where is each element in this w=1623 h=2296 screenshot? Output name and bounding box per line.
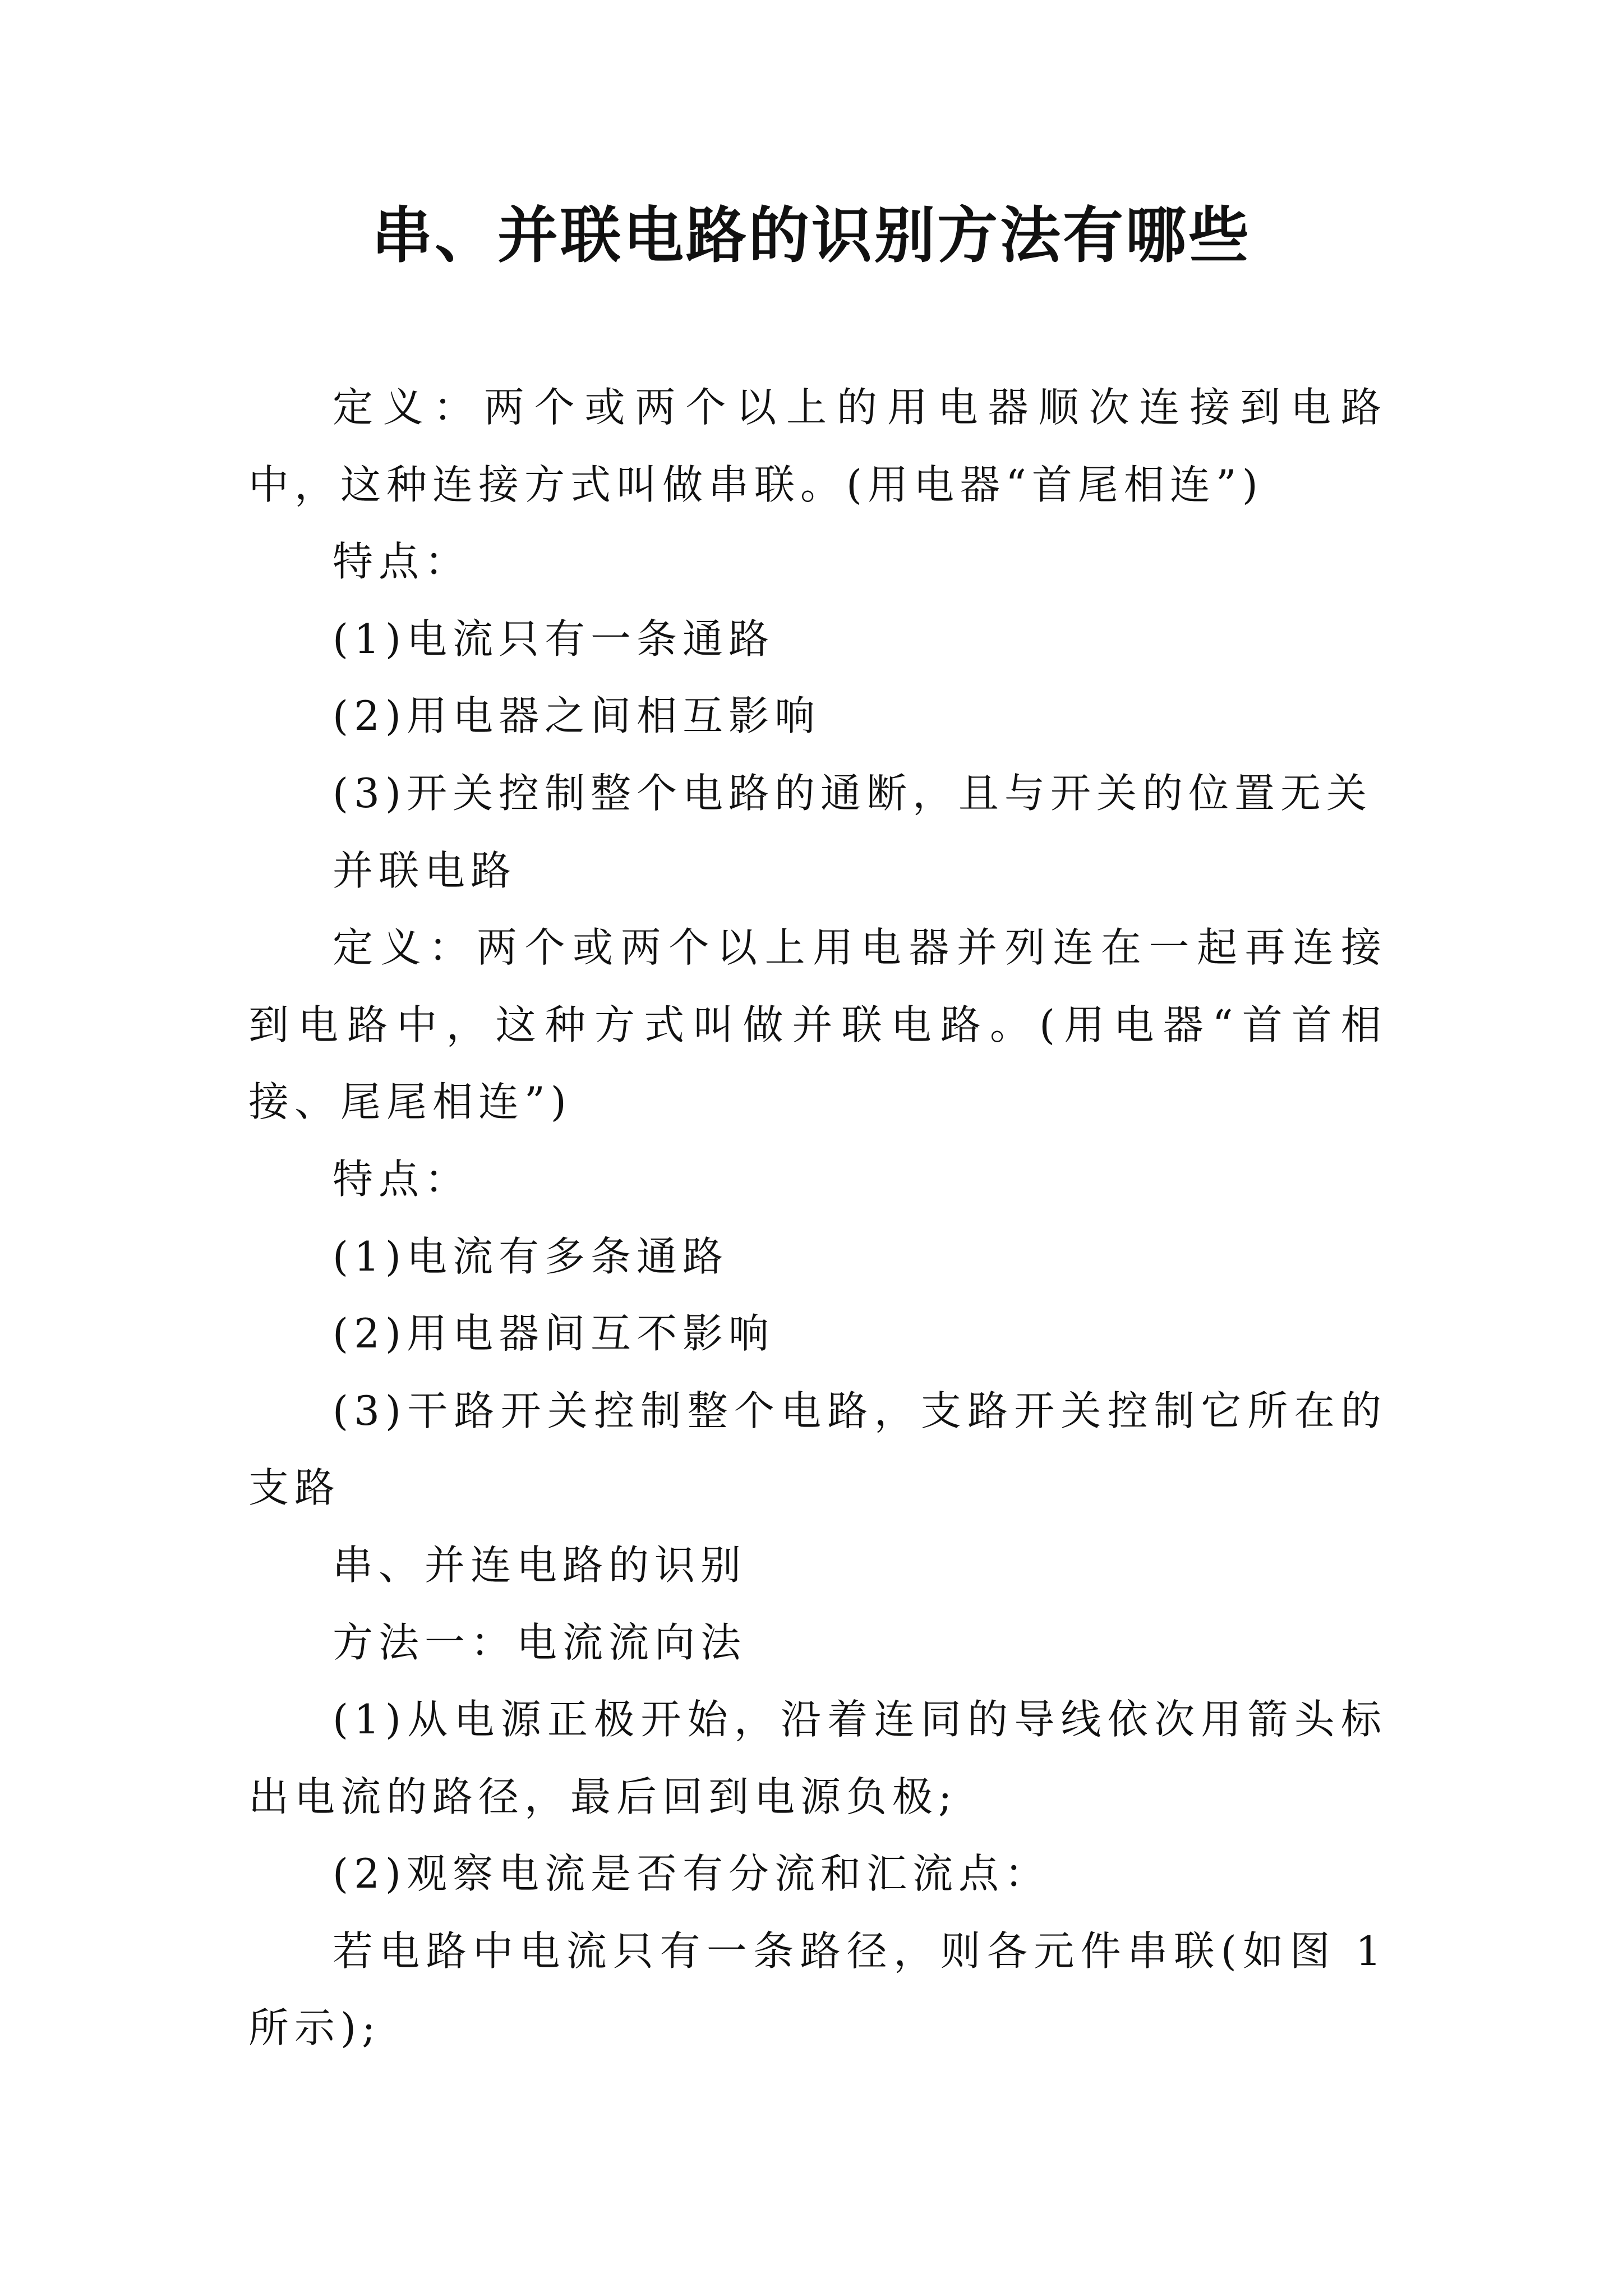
paragraph-parallel-feature-3: (3)干路开关控制整个电路，支路开关控制它所在的支路 [248, 1387, 1387, 1512]
paragraph-series-features-heading: 特点： [333, 538, 471, 586]
paragraph-identification-heading: 串、并连电路的识别 [333, 1541, 747, 1589]
paragraph-series-conclusion: 若电路中电流只有一条路径，则各元件串联(如图 1 所示); [248, 1927, 1387, 2052]
paragraph-parallel-feature-1: (1)电流有多条通路 [333, 1232, 728, 1280]
paragraph-method-one-heading: 方法一：电流流向法 [333, 1618, 747, 1666]
paragraph-parallel-features-heading: 特点： [333, 1155, 471, 1203]
paragraph-series-definition: 定义：两个或两个以上的用电器顺次连接到电路中，这种连接方式叫做串联。(用电器“首尾相连”) [248, 384, 1387, 508]
paragraph-series-feature-2: (2)用电器之间相互影响 [333, 692, 820, 740]
paragraph-method-one-step-1: (1)从电源正极开始，沿着连同的导线依次用箭头标出电流的路径，最后回到电源负极; [248, 1696, 1387, 1820]
paragraph-parallel-definition: 定义：两个或两个以上用电器并列连在一起再连接到电路中，这种方式叫做并联电路。(用电器“首首相接、尾尾相连”) [248, 924, 1387, 1126]
document-body [248, 369, 1387, 2067]
document-title: 串、并联电路的识别方法有哪些 [371, 200, 1251, 271]
paragraph-series-feature-1: (1)电流只有一条通路 [333, 615, 774, 662]
paragraph-parallel-heading: 并联电路 [333, 846, 517, 894]
paragraph-method-one-step-2: (2)观察电流是否有分流和汇流点： [333, 1850, 1050, 1898]
paragraph-series-feature-3: (3)开关控制整个电路的通断，且与开关的位置无关 [333, 769, 1372, 817]
paragraph-parallel-feature-2: (2)用电器间互不影响 [333, 1310, 774, 1358]
